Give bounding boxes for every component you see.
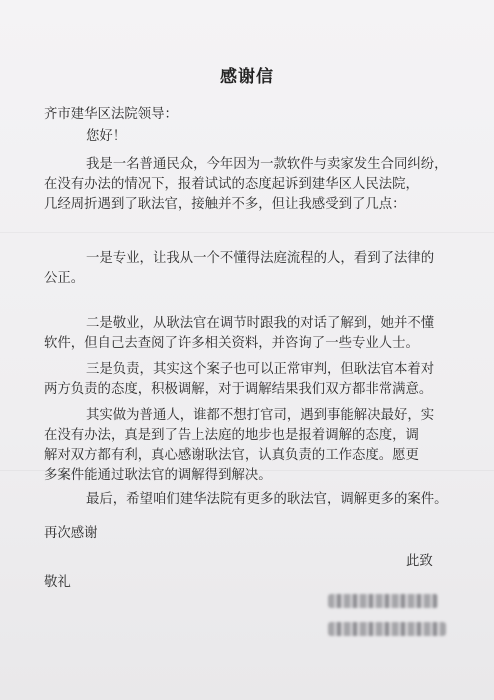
paragraph-line: 我是一名普通民众，今年因为一款软件与卖家发生合同纠纷，	[86, 157, 448, 172]
paragraph-line: 解对双方都有利，真心感谢耿法官，认真负责的工作态度。愿更	[44, 448, 419, 463]
paragraph-line: 二是敬业，从耿法官在调节时跟我的对话了解到，她并不懂	[86, 316, 435, 331]
paragraph-responsibility	[44, 360, 484, 400]
paragraph-line: 几经周折遇到了耿法官，接触并不多，但让我感受到了几点：	[44, 197, 406, 212]
paragraph-dedication	[44, 314, 484, 354]
paragraph-line: 两方负责的态度，积极调解，对于调解结果我们双方都非常满意。	[44, 382, 433, 397]
greeting: 您好！	[86, 129, 127, 144]
paragraph-line: 三是负责，其实这个案子也可以正常审判，但耿法官本着对	[86, 362, 435, 377]
thanks-line: 再次感谢	[44, 526, 98, 541]
paragraph-reflection	[44, 406, 484, 486]
paragraph-closing-wish	[44, 490, 484, 510]
paper-fold-line	[0, 232, 494, 233]
paragraph-professional	[44, 249, 484, 289]
closing-respect: 敬礼	[44, 575, 71, 590]
paragraph-line: 在没有办法的情况下，报着试试的态度起诉到建华区人民法院，	[44, 177, 419, 192]
letter-title: 感谢信	[220, 67, 274, 87]
paragraph-line: 公正。	[44, 271, 85, 286]
redacted-signature	[328, 590, 446, 642]
paragraph-line: 其实做为普通人，谁都不想打官司，遇到事能解决最好，实	[86, 408, 435, 423]
redacted-name	[328, 594, 438, 608]
paragraph-intro	[44, 155, 484, 215]
paragraph-line: 多案件能通过耿法官的调解得到解决。	[44, 468, 272, 483]
paragraph-line: 最后，希望咱们建华法院有更多的耿法官，调解更多的案件。	[86, 492, 448, 507]
salutation: 齐市建华区法院领导：	[44, 107, 178, 122]
closing-salute: 此致	[406, 554, 433, 569]
paragraph-line: 在没有办法，真是到了告上法庭的地步也是报着调解的态度，调	[44, 428, 419, 443]
paragraph-line: 一是专业，让我从一个不懂得法庭流程的人，看到了法律的	[86, 251, 435, 266]
paragraph-line: 软件，但自己去查阅了许多相关资料，并咨询了一些专业人士。	[44, 336, 419, 351]
redacted-date	[328, 622, 446, 636]
